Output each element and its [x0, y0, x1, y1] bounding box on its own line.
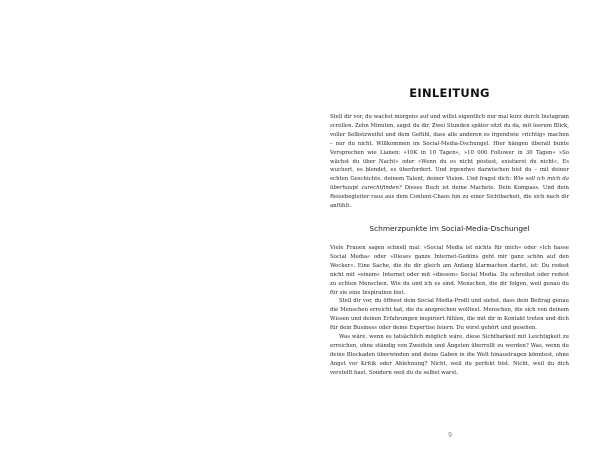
intro-text-a: Stell dir vor, du wachst morgens auf und willst eigentlich nur mal kurz durch Instagram scrollen. Zehn Minuten, sagst du dir. Zwei Stunden später sitzt du da, mit leerem Blick, voller Selbstzweifel und dem Gefühl, dass alle anderen es irgendwie »richtig« machen – nur du nicht. Willkommen im Social-Media-Dschungel. Hier hängen überall bunte Versprechen wie Lianen: »10K in 10 Tagen«, »10 000 Follower in 30 Tagen« »So wächst du über Nacht« oder »Wenn du es nicht postest, existierst du nicht«. Es wuchert, es blendet, es überfordert. Und irgendwo dazwischen bist du – mit deiner echten Geschichte, deinem Talent, deiner Vision. Und fragst dich: — [330, 114, 569, 183]
page-content — [330, 86, 569, 378]
chapter-title: EINLEITUNG — [409, 86, 490, 100]
section-paragraph-1: Viele Frauen sagen schnell mal: »Social Media ist nichts für mich« oder »Ich hasse Social Media« oder »Dieses ganze Internet-Gedöns geht mir ganz schön auf den Wecker«. Eine Sache, die du dir gleich am Anfang klarmachen darfst, ist: Du redest nicht mit »einem« Internet oder mit »diesem« Social Media. Du schreibst oder redest zu echten Menschen. Wie du und ich es sind. Menschen, die dir folgen, weil genau du für sie eine Inspiration bist. — [330, 244, 569, 296]
intro-question: Wie soll ich mich da überhaupt zurechtfinden? — [330, 176, 569, 192]
intro-paragraph — [330, 113, 569, 211]
right-page — [300, 0, 600, 467]
section-paragraph-3: Was wäre, wenn es tatsächlich möglich wäre, diese Sichtbarkeit mit Leichtigkeit zu erreichen, ohne ständig von Zweifeln und Ängsten überrollt zu werden? Was, wenn du deine Blockaden überwinden und deine Gaben in die Welt hinaustragen könntest, ohne Angst vor Kritik oder Ablehnung? Nicht, weil du perfekt bist. Nicht, weil du dich verstellt hast. Sondern weil du du selbst warst. — [330, 334, 569, 376]
section-title: Schmerzpunkte im Social-Media-Dschungel — [369, 223, 530, 233]
section-paragraph-2: Stell dir vor, du öffnest dein Social Media-Profil und siehst, dass dein Beitrag genau die Menschen erreicht hat, die du ansprechen wolltest. Menschen, die sich von deinem Wissen und deinen Erfahrungen inspiriert fühlen, die mit dir in Kontakt treten und dich für dein Business oder deine Expertise feiern. Du wirst gehört und gesehen. — [330, 298, 569, 332]
page-number: 9 — [448, 432, 452, 439]
intro-text-b: Dieses Buch ist deine Machete. Dein Kompass. Und dein Reisebegleiter raus aus dem Content-Chaos hin zu einer Sichtbarkeit, die sich nach dir anfühlt. — [330, 185, 569, 210]
